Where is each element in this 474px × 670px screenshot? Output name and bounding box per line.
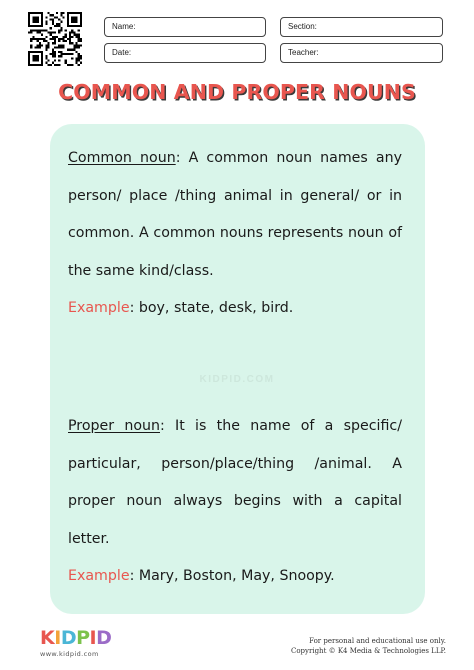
proper-noun-term: Proper noun (68, 418, 160, 434)
page-title: COMMON AND PROPER NOUNS (58, 80, 416, 104)
teacher-label: Teacher: (288, 48, 319, 57)
logo-wordmark (40, 628, 111, 648)
qr-code (28, 12, 82, 66)
logo-letter: I (89, 627, 97, 649)
logo-url: www.kidpid.com (40, 650, 99, 658)
proper-example-text: : Mary, Boston, May, Snoopy. (129, 568, 335, 584)
logo-letter: P (76, 627, 90, 649)
date-field[interactable] (104, 43, 266, 63)
logo-letter: D (60, 627, 77, 649)
date-label: Date: (112, 48, 132, 57)
teacher-field[interactable] (280, 43, 443, 63)
name-label: Name: (112, 22, 136, 31)
common-noun-term: Common noun (68, 150, 176, 166)
proper-noun-example (68, 558, 402, 596)
section-label: Section: (288, 22, 317, 31)
footer-line-2: Copyright © K4 Media & Technologies LLP. (290, 647, 446, 655)
logo-letter: K (40, 627, 55, 649)
common-example-text: : boy, state, desk, bird. (129, 300, 294, 316)
name-field[interactable] (104, 17, 266, 37)
watermark: KIDPID.COM (199, 374, 275, 385)
kidpid-logo (40, 628, 111, 658)
common-noun-paragraph (68, 140, 402, 328)
copyright-footer (291, 636, 446, 656)
proper-noun-definition: : It is the name of a specific/ particular, person/place/thing /animal. A proper noun always begins with a capital letter. (68, 418, 402, 547)
common-noun-example (68, 290, 402, 328)
common-example-label: Example (68, 300, 130, 316)
logo-letter: D (96, 627, 112, 649)
logo-letter: I (54, 627, 61, 649)
common-noun-definition: : A common noun names any person/ place /thing animal in general/ or in common. A common nouns represents noun of the same kind/class. (68, 150, 402, 279)
footer-line-1: For personal and educational use only. (309, 637, 446, 645)
proper-noun-paragraph (68, 408, 402, 596)
section-field[interactable] (280, 17, 443, 37)
proper-example-label: Example (68, 568, 130, 584)
